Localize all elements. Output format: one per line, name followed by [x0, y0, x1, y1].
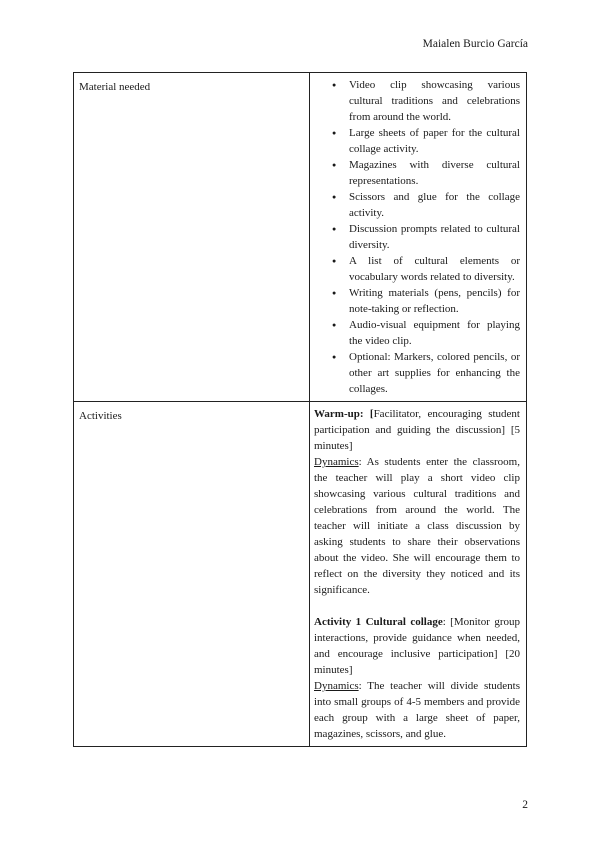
list-item: ● Video clip showcasing various cultural traditions and celebrations from around the world. [349, 77, 520, 125]
table-row-activities [74, 402, 527, 747]
list-item: ● Magazines with diverse cultural representations. [349, 157, 520, 189]
list-item: ● A list of cultural elements or vocabulary words related to diversity. [349, 253, 520, 285]
list-item: ● Discussion prompts related to cultural diversity. [349, 221, 520, 253]
warmup-role: Facilitator, encouraging student participation and guiding the discussion] [5 minutes] [314, 408, 520, 452]
table-row-materials [74, 73, 527, 402]
activities-cell [310, 402, 527, 747]
materials-list [314, 77, 520, 397]
author-name: Maialen Burcio García [422, 38, 528, 50]
activities-label: Activities [74, 402, 310, 747]
activity1-dynamics [314, 678, 520, 742]
warmup-dynamics [314, 454, 520, 598]
activity1-dynamics-label: Dynamics [314, 680, 359, 692]
activity1-heading [314, 614, 520, 678]
list-item: ● Large sheets of paper for the cultural collage activity. [349, 125, 520, 157]
list-item: ● Audio-visual equipment for playing the video clip. [349, 317, 520, 349]
list-item: ● Writing materials (pens, pencils) for note-taking or reflection. [349, 285, 520, 317]
materials-cell [310, 73, 527, 402]
activity1-dynamics-text: : The teacher will divide students into small groups of 4-5 members and provide each group with a large sheet of paper, magazines, scissors, and glue. [314, 680, 520, 740]
activity1-role: : [Monitor group interactions, provide guidance when needed, and encourage inclusive participation] [20 minutes] [314, 616, 520, 676]
page-number: 2 [522, 799, 528, 811]
warmup-dynamics-label: Dynamics [314, 456, 359, 468]
warmup-title: Warm-up: [ [314, 408, 374, 420]
lesson-plan-table [73, 72, 527, 747]
warmup-block [314, 406, 520, 598]
paragraph-spacer [314, 598, 520, 614]
materials-label: Material needed [74, 73, 310, 402]
list-item: ● Optional: Markers, colored pencils, or other art supplies for enhancing the collages. [349, 349, 520, 397]
activity1-block [314, 614, 520, 742]
activity1-title: Activity 1 Cultural collage [314, 616, 443, 628]
list-item: ● Scissors and glue for the collage activity. [349, 189, 520, 221]
warmup-dynamics-text: : As students enter the classroom, the teacher will play a short video clip showcasing various cultural traditions and celebrations from around the world. The teacher will initiate a class discussion by asking students to share their observations about the video. She will encourage them to reflect on the diversity they noticed and its significance. [314, 456, 520, 596]
warmup-heading [314, 406, 520, 454]
